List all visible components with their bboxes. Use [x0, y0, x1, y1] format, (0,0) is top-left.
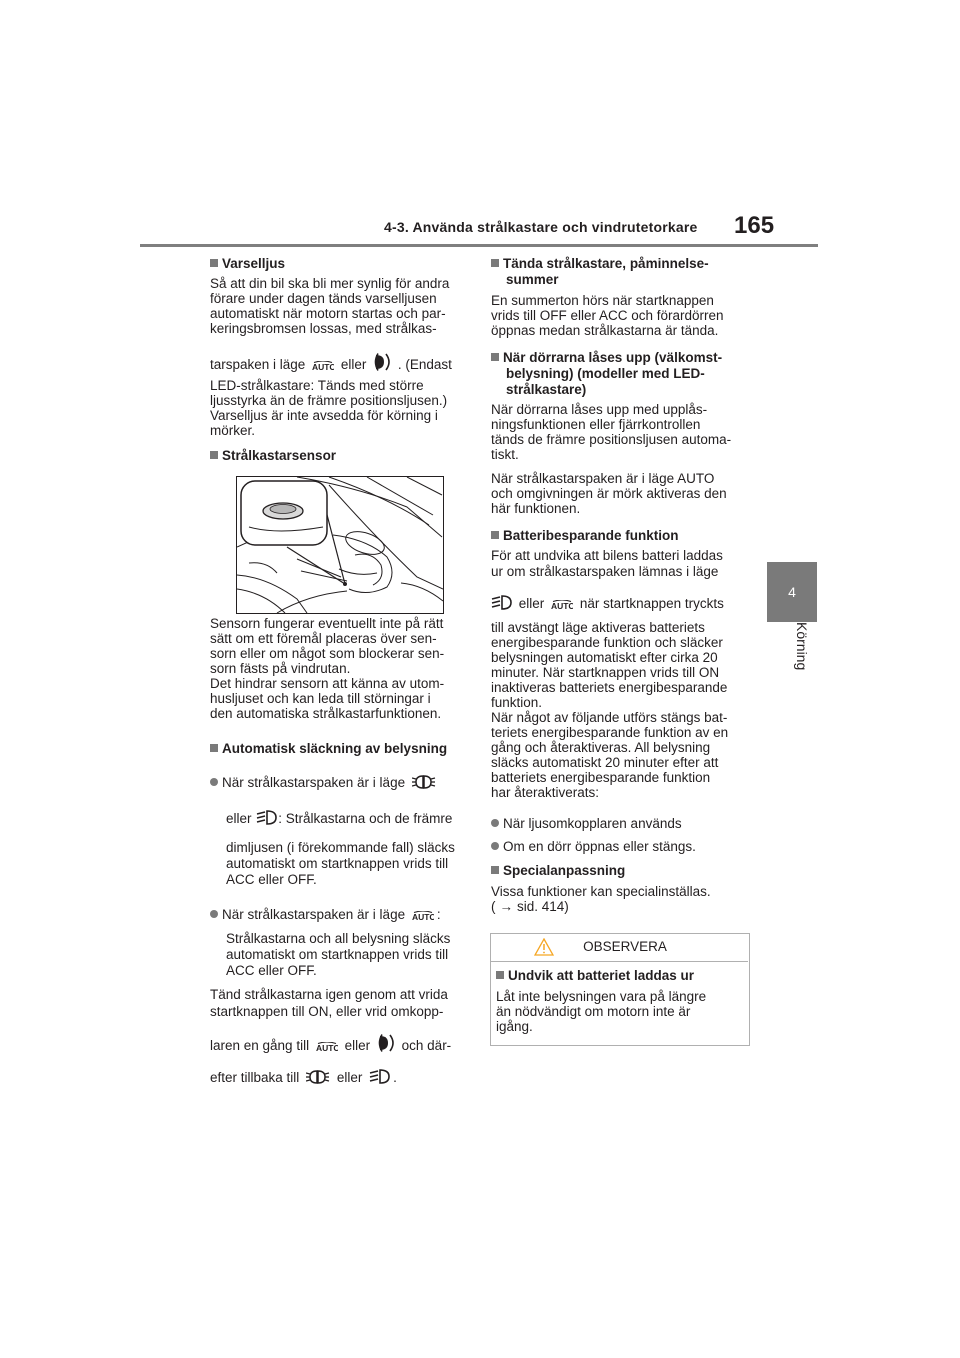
page-number: 165	[734, 212, 775, 239]
text-line: tarspaken i läge eller . (Endast	[210, 353, 452, 373]
text-line: automatiskt om startknappen vrids till	[226, 856, 449, 871]
text-line: ningsfunktionen eller fjärrkontrollen	[491, 417, 701, 432]
welcome-heading: När dörrarna låses upp (välkomst-	[491, 350, 722, 366]
text-line: När dörrarna låses upp med upplås-	[491, 402, 708, 417]
auto-icon	[412, 911, 434, 922]
text-line: sätt om ett föremål placeras över sen-	[210, 631, 437, 646]
text-line: keringsbromsen lossas, med strålkas-	[210, 321, 437, 336]
text-line: till avstängt läge aktiveras batteriets	[491, 620, 705, 635]
text-line: ACC eller OFF.	[226, 872, 317, 887]
square-bullet-icon	[210, 744, 218, 752]
round-bullet-icon	[491, 842, 499, 850]
square-bullet-icon	[491, 531, 499, 539]
text-line: dimljusen (i förekommande fall) släcks	[226, 840, 455, 855]
text-line: än nödvändigt om motorn inte är	[496, 1004, 691, 1019]
auto-off-heading: Automatisk släckning av belysning	[210, 741, 447, 757]
text-line: En summerton hörs när startknappen	[491, 293, 714, 308]
headlight-icon	[373, 353, 391, 371]
square-bullet-icon	[496, 971, 504, 979]
arrow-icon: →	[499, 899, 513, 914]
text-line: teriets energibesparande funktion av en	[491, 725, 729, 740]
text-line: ACC eller OFF.	[226, 963, 317, 978]
chapter-tab[interactable]: 4	[767, 562, 817, 622]
notice-header	[490, 933, 748, 962]
custom-heading: Specialanpassning	[491, 863, 625, 879]
text-line: minuter. När startknappen vrids till ON	[491, 665, 720, 680]
square-bullet-icon	[491, 866, 499, 874]
auto-icon	[316, 1042, 338, 1053]
text-line: startknappen till ON, eller vrid omkopp-	[210, 1004, 444, 1019]
low-beam-icon	[256, 809, 277, 826]
text-line: energibesparande funktion och släcker	[491, 635, 723, 650]
text-line: husljuset och kan leda till störningar i	[210, 691, 431, 706]
text-line: När något av följande utförs stängs bat-	[491, 710, 728, 725]
text-line: ljusstyrka än de främre positionsljusen.)	[210, 393, 448, 408]
parking-light-icon	[412, 774, 436, 790]
page-reference[interactable]: ( → sid. 414)	[491, 899, 569, 914]
sensor-heading: Strålkastarsensor	[210, 448, 336, 464]
car-interior-drawing	[237, 477, 443, 613]
square-bullet-icon	[210, 259, 218, 267]
sensor-illustration	[236, 476, 444, 614]
text-line: belysningen automatiskt efter cirka 20	[491, 650, 718, 665]
text-line: funktion.	[491, 695, 543, 710]
section-title: 4-3. Använda strålkastare och vindrutetorkare	[384, 219, 698, 235]
square-bullet-icon	[491, 353, 499, 361]
welcome-heading-cont: belysning) (modeller med LED-	[506, 366, 705, 381]
notice-title: OBSERVERA	[583, 939, 667, 954]
text-line: här funktionen.	[491, 501, 581, 516]
text-line: förare under dagen tänds varselljusen	[210, 291, 437, 306]
text-line: den automatiska strålkastarfunktionen.	[210, 706, 442, 721]
text-line: Sensorn fungerar eventuellt inte på rätt	[210, 616, 444, 631]
round-bullet-icon	[210, 778, 218, 786]
text-line: mörker.	[210, 423, 256, 438]
reminder-heading-cont: summer	[506, 272, 559, 287]
text-line: igång.	[496, 1019, 533, 1034]
varselljus-heading: Varselljus	[210, 256, 285, 272]
auto-icon	[551, 600, 573, 611]
header-rule	[140, 244, 818, 247]
text-line: efter tillbaka till eller .	[210, 1070, 397, 1085]
low-beam-icon	[491, 594, 512, 611]
low-beam-icon	[369, 1068, 390, 1085]
bullet-line: När strålkastarspaken är i läge	[210, 774, 439, 791]
notice-heading: Undvik att batteriet laddas ur	[496, 968, 694, 984]
round-bullet-icon	[210, 910, 218, 918]
text-line: automatiskt om startknappen vrids till	[226, 947, 449, 962]
bullet-line: Om en dörr öppnas eller stängs.	[491, 839, 696, 855]
text-line: batteriets energibesparande funktion	[491, 770, 711, 785]
text-line: gång och återaktiveras. All belysning	[491, 740, 711, 755]
text-line: har återaktiverats:	[491, 785, 600, 800]
square-bullet-icon	[491, 259, 499, 267]
bullet-line: När ljusomkopplaren används	[491, 816, 682, 832]
auto-icon	[312, 361, 334, 372]
text-line: Så att din bil ska bli mer synlig för andra	[210, 276, 450, 291]
chapter-label: Körning	[794, 622, 810, 671]
text-line: inaktiveras batteriets energibesparande	[491, 680, 728, 695]
text-line: automatiskt när motorn startas och par-	[210, 306, 446, 321]
text-line: sorn eller om något som blockerar sen-	[210, 646, 445, 661]
text-line: När strålkastarspaken är i läge AUTO	[491, 471, 715, 486]
text-line: släcks automatiskt 20 minuter efter att	[491, 755, 719, 770]
text-line: vrids till OFF eller ACC och förardörren	[491, 308, 724, 323]
reminder-heading: Tända strålkastare, påminnelse-	[491, 256, 709, 272]
text-line: För att undvika att bilens batteri laddas	[491, 548, 723, 563]
text-line: Vissa funktioner kan specialinställas.	[491, 884, 711, 899]
text-line: Låt inte belysningen vara på längre	[496, 989, 707, 1004]
text-line: Strålkastarna och all belysning släcks	[226, 931, 451, 946]
text-line: Tänd strålkastarna igen genom att vrida	[210, 987, 448, 1002]
headlight-icon	[377, 1034, 395, 1052]
text-line: eller : Strålkastarna och de främre	[226, 811, 453, 826]
text-line: Det hindrar sensorn att känna av utom-	[210, 676, 445, 691]
text-line: eller när startknappen tryckts	[491, 594, 724, 612]
text-line: och omgivningen är mörk aktiveras den	[491, 486, 727, 501]
text-line: Varselljus är inte avsedda för körning i	[210, 408, 438, 423]
text-line: öppnas medan strålkastarna är tända.	[491, 323, 719, 338]
battery-heading: Batteribesparande funktion	[491, 528, 679, 544]
round-bullet-icon	[491, 819, 499, 827]
square-bullet-icon	[210, 451, 218, 459]
text-line: laren en gång till eller och där-	[210, 1034, 451, 1054]
text-line: tiskt.	[491, 447, 519, 462]
parking-light-icon	[306, 1069, 330, 1085]
bullet-line: När strålkastarspaken är i läge :	[210, 907, 441, 923]
text-line: LED-strålkastare: Tänds med större	[210, 378, 424, 393]
text-line: sorn fästs på vindrutan.	[210, 661, 351, 676]
welcome-heading-cont: strålkastare)	[506, 382, 587, 397]
text-line: ur om strålkastarspaken lämnas i läge	[491, 564, 719, 579]
text-line: tänds de främre positionsljusen automa-	[491, 432, 732, 447]
